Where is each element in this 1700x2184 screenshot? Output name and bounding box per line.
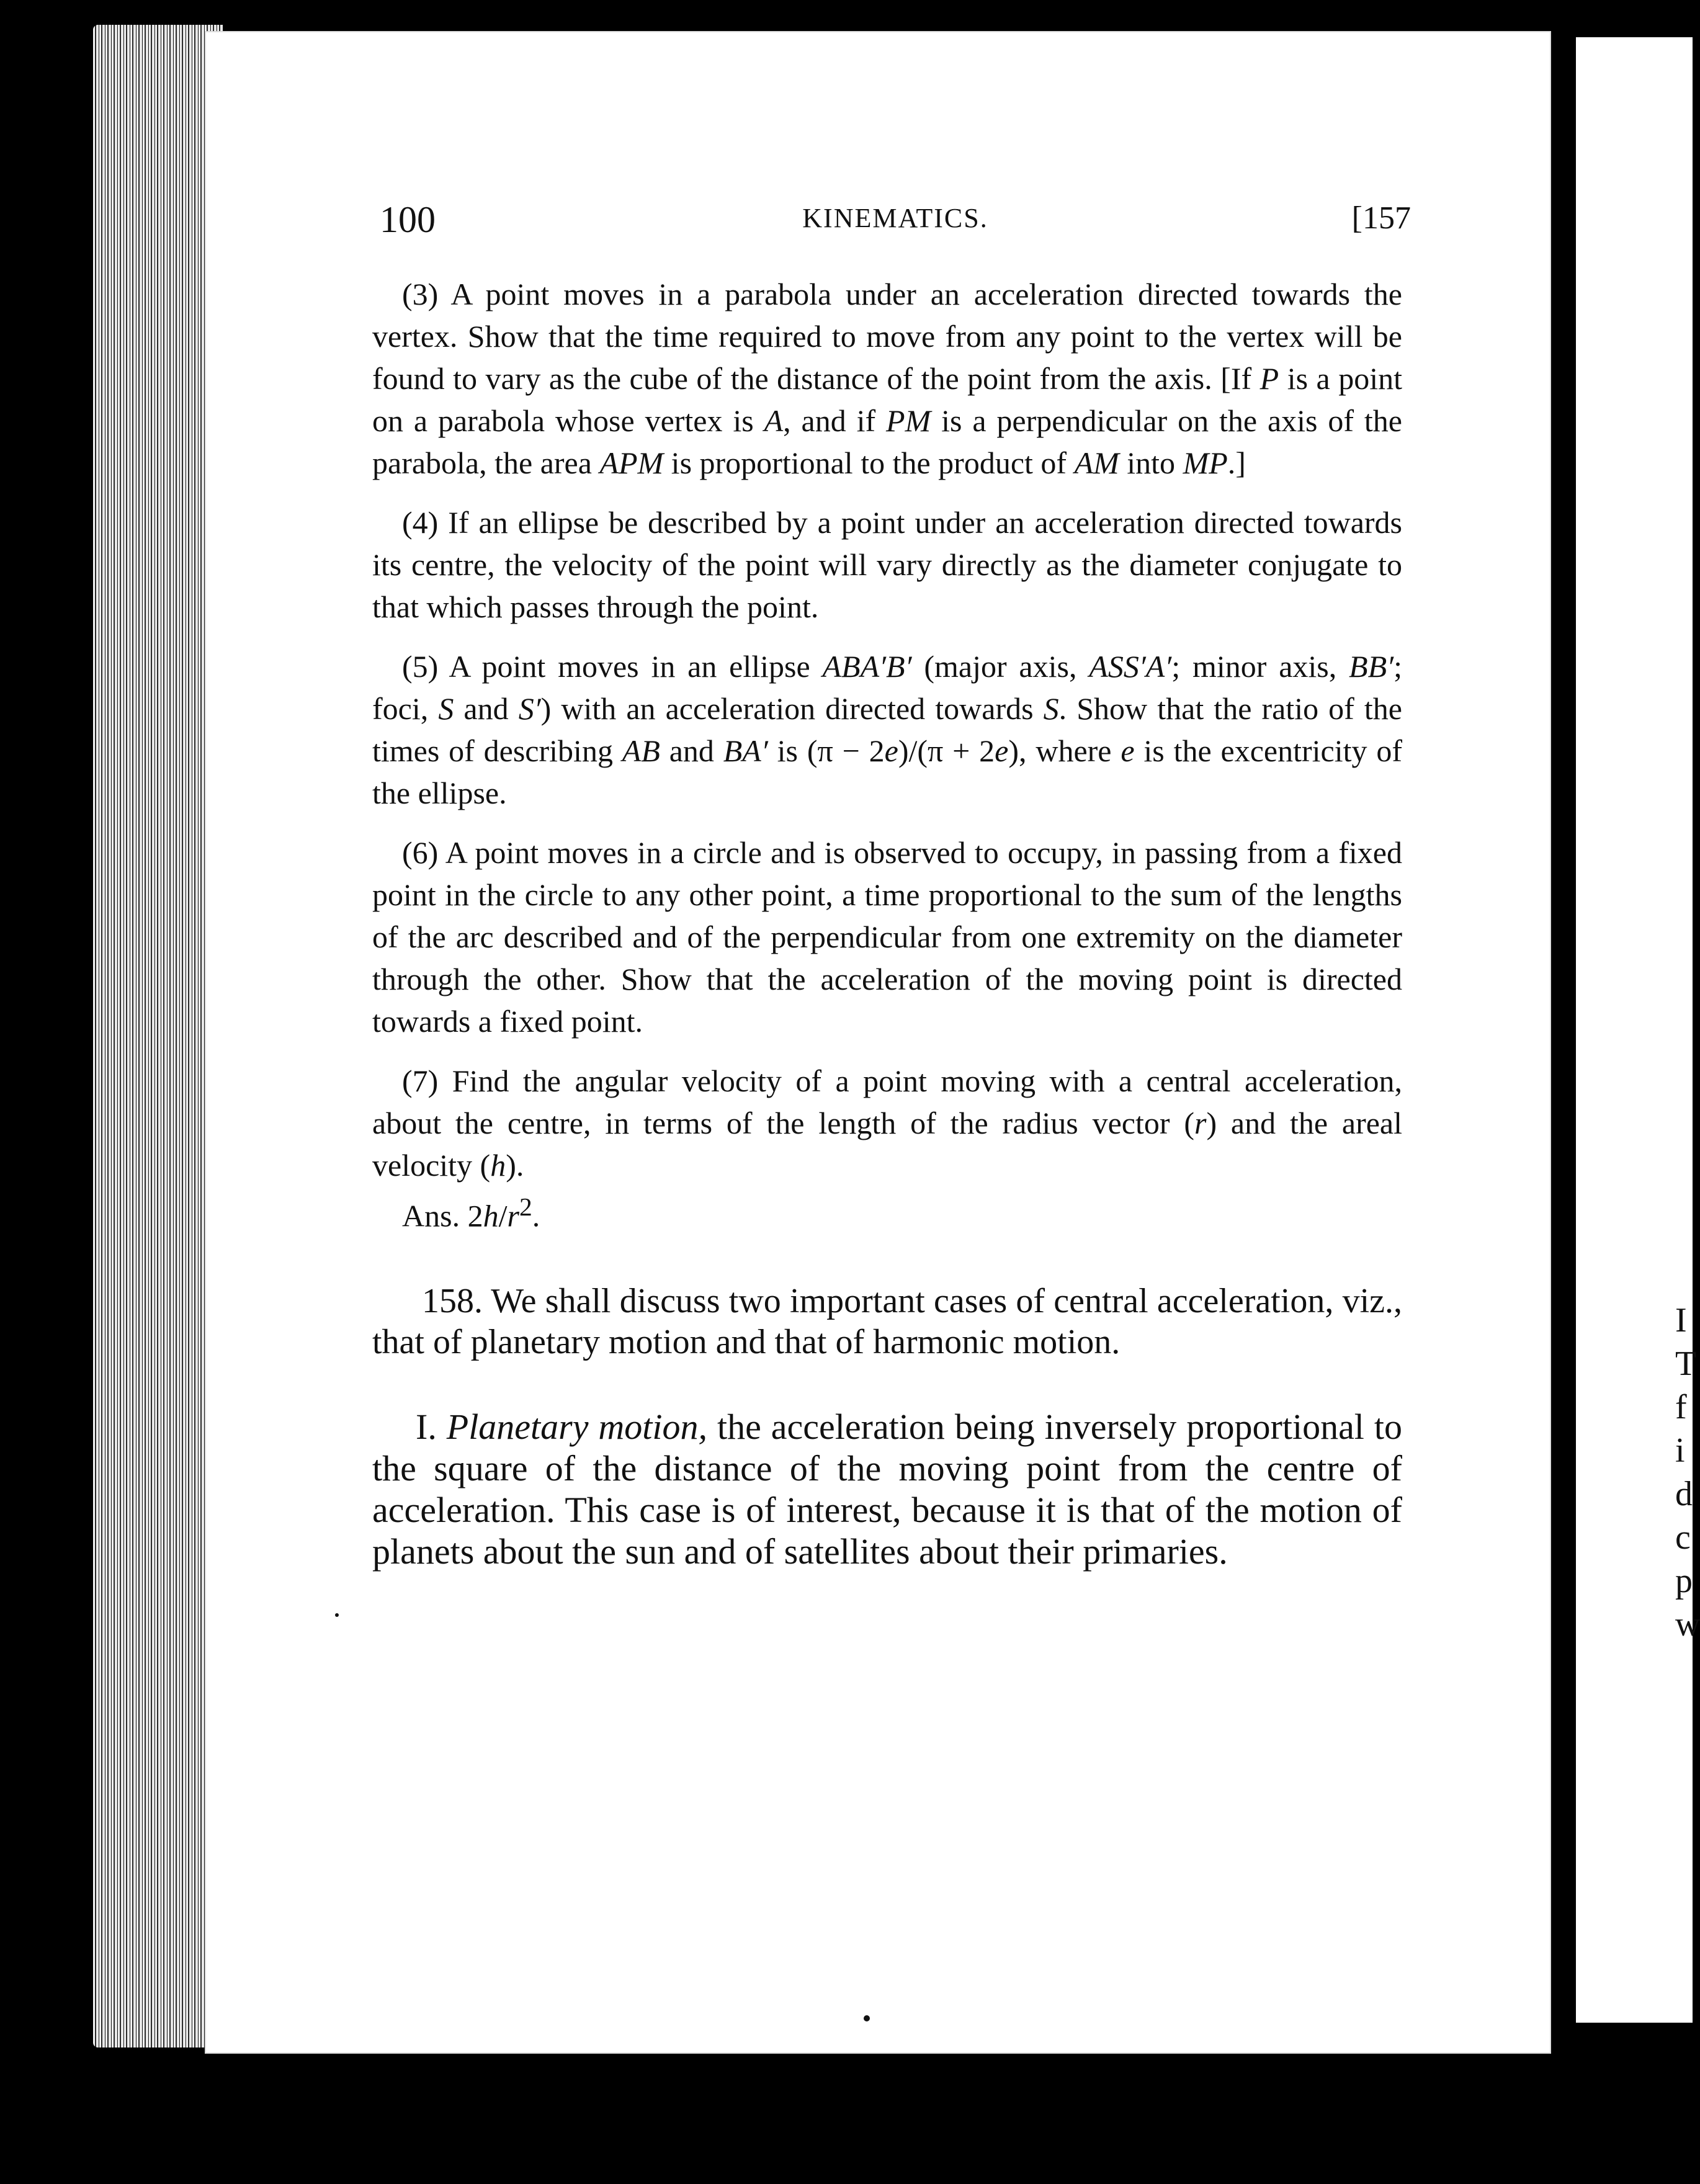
text-run: . [532,1198,540,1233]
text-run: 158. We shall discuss two important cases of central acceleration, viz., that of planetary motion and that of harmonic motion. [372,1281,1402,1361]
math-symbol: h [483,1198,499,1233]
math-symbol: AB [622,733,660,768]
text-run: ; foci, [372,649,1402,726]
math-symbol: APM [599,445,664,480]
adjacent-page-letter: f [1675,1388,1687,1426]
text-run: is a perpendicular on the axis of the parabola, the area [372,403,1402,480]
math-symbol: h [490,1148,506,1183]
text-run: and [660,733,723,768]
text-run: (7) Find the angular velocity of a point moving with a central acceleration, about the centre, in terms of the length of the radius vector ( [372,1063,1402,1140]
math-symbol: ABA′B′ [822,649,912,684]
page-body [372,273,1402,1590]
text-run: ) and the areal velocity ( [372,1106,1402,1183]
text-run: is a point on a parabola whose vertex is [372,361,1403,438]
text-run: / [498,1198,508,1233]
adjacent-page-letter: T [1675,1345,1697,1383]
adjacent-page [1576,37,1700,2023]
text-run: (5) A point moves in an ellipse [402,649,823,684]
math-symbol: A [764,403,784,438]
math-symbol: MP [1183,445,1228,480]
adjacent-page-letter: p [1675,1562,1693,1600]
text-run: is (π − 2 [767,733,885,768]
text-run: I. [416,1406,447,1447]
math-symbol: e [1121,733,1135,768]
text-run: (4) If an ellipse be described by a point under an acceleration directed towards its centre, the velocity of the point will vary directly as the diameter conjugate to that which passes through the point. [372,505,1402,624]
superscript: 2 [519,1193,532,1222]
italic-term: Planetary motion, [446,1406,708,1447]
text-run: ). [506,1148,524,1183]
scan-speck [335,1613,339,1617]
text-run: .] [1227,445,1246,480]
text-run: ) with an acceleration directed towards [540,691,1044,726]
adjacent-page-letter: d [1675,1475,1693,1513]
text-run: (6) A point moves in a circle and is observed to occupy, in passing from a fixed point in the circle to any other point, a time proportional to the sum of the lengths of the arc described and of the perpendicular from one extremity on the diameter through the other. Show that the acceleration of the moving point is directed towards a fixed point. [372,835,1402,1039]
text-run: into [1119,445,1183,480]
text-run: . Show that the ratio of the times of describing [372,691,1402,768]
section-number: [157 [1351,200,1411,236]
text-run: Ans. 2 [402,1198,483,1233]
adjacent-page-letter: I [1675,1301,1687,1340]
math-symbol: P [1259,361,1279,396]
math-symbol: S′ [518,691,541,726]
math-symbol: AM [1074,445,1119,480]
text-run: (3) A point moves in a parabola under an acceleration directed towards the vertex. Show that the time required to move from any point to the vertex will be found to vary as the cube of the distance of the point from the axis. [If [372,277,1402,396]
math-symbol: BB′ [1349,649,1394,684]
running-head [380,199,1411,242]
math-symbol: r [507,1198,519,1233]
planetary-motion-paragraph [372,1406,1402,1572]
text-run: ; minor axis, [1171,649,1349,684]
math-symbol: PM [886,403,931,438]
article-158 [372,1281,1402,1363]
math-symbol: S [1043,691,1059,726]
adjacent-page-letter: w [1675,1605,1700,1644]
exercise-4 [372,501,1402,628]
exercise-6 [372,831,1402,1042]
math-symbol: ASS′A′ [1089,649,1172,684]
text-run: ), where [1008,733,1121,768]
text-run: )/(π + 2 [898,733,995,768]
running-title: KINEMATICS. [802,203,988,233]
text-run: and [454,691,519,726]
adjacent-page-letter: c [1675,1518,1691,1557]
adjacent-page-letter: i [1675,1431,1685,1470]
text-run: , and if [783,403,887,438]
page-number: 100 [380,199,436,240]
math-symbol: r [1194,1106,1207,1140]
math-symbol: e [995,733,1009,768]
exercise-3 [372,273,1402,484]
text-run: is the excentricity of the ellipse. [372,733,1402,810]
exercise-5 [372,645,1402,814]
exercise-7 [372,1060,1402,1186]
book-page-edges [93,25,223,2048]
math-symbol: S [438,691,454,726]
text-run: (major axis, [911,649,1089,684]
text-run: the acceleration being inversely proportional to the square of the distance of the moving point from the centre of acceleration. This case is of interest, because it is that of the motion of planets about the sun and of satellites about their primaries. [372,1406,1402,1572]
math-symbol: e [884,733,898,768]
math-symbol: BA′ [723,733,768,768]
answer-7 [372,1186,1402,1237]
scan-speck [864,2015,870,2021]
text-run: is proportional to the product of [663,445,1075,480]
